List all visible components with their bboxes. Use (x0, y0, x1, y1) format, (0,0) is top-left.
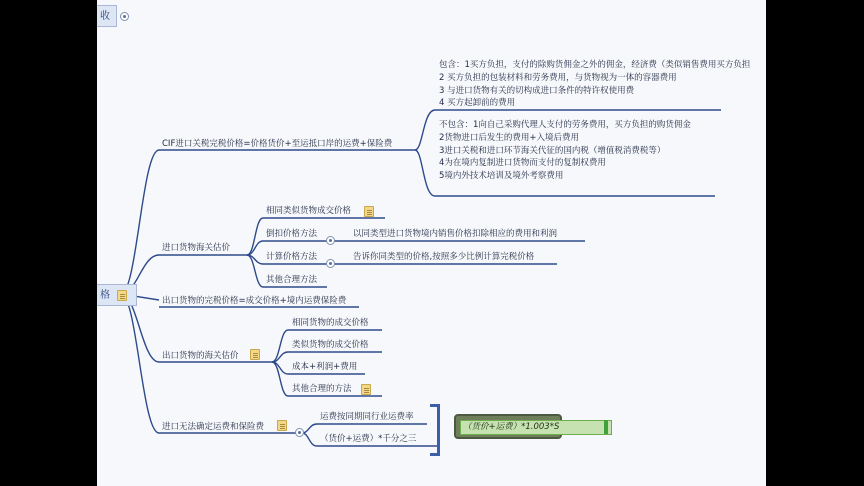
parent-node-top-label: 收 (100, 11, 110, 22)
node-edit-box[interactable] (454, 414, 562, 439)
cif-exclude-line-4: 4为在境内复制进口货物而支付的复制权费用 (439, 158, 606, 168)
freight-child-2[interactable]: （货价+运费）*千分之三 (320, 434, 417, 444)
parent-node-top[interactable] (97, 5, 117, 27)
note-icon[interactable] (277, 420, 287, 431)
freight-child-1[interactable]: 运费按同期同行业运费率 (320, 412, 414, 422)
import-method-2-note[interactable]: 以同类型进口货物境内销售价格扣除相应的费用和利润 (353, 229, 558, 239)
node-edit-input[interactable]: （货价+运费）*1.003*S (460, 420, 612, 435)
note-icon[interactable] (364, 206, 374, 217)
import-method-4[interactable]: 其他合理方法 (266, 275, 318, 285)
edit-resize-handle[interactable] (604, 420, 608, 434)
cif-include-line-2: 2 买方负担的包装材料和劳务费用，与货物视为一体的容器费用 (439, 73, 677, 83)
parent-node-left-label: 格 (100, 290, 110, 301)
export-method-3[interactable]: 成本+利润+费用 (292, 362, 358, 372)
parent-node-left[interactable] (97, 284, 137, 306)
note-icon[interactable] (250, 349, 260, 360)
collapse-toggle-icon[interactable] (326, 259, 335, 268)
import-method-2[interactable]: 倒扣价格方法 (266, 229, 318, 239)
cif-exclude-line-3: 3进口关税和进口环节海关代征的国内税（增值税消费税等） (439, 146, 666, 156)
cif-exclude-line-5: 5境内外技术培训及境外考察费用 (439, 171, 564, 181)
export-method-2[interactable]: 类似货物的成交价格 (292, 340, 369, 350)
selection-bracket (430, 404, 440, 456)
note-icon[interactable] (117, 290, 127, 301)
export-valuation-label[interactable]: 出口货物的海关估价 (162, 351, 239, 361)
export-method-1[interactable]: 相同货物的成交价格 (292, 318, 369, 328)
export-price-label[interactable]: 出口货物的完税价格=成交价格+境内运费保险费 (162, 296, 347, 306)
collapse-toggle-icon[interactable] (120, 12, 129, 21)
import-method-1[interactable]: 相同类似货物成交价格 (266, 206, 352, 216)
cif-exclude-line-2: 2货物进口后发生的费用+入境后费用 (439, 133, 580, 143)
note-icon[interactable] (361, 384, 371, 395)
import-method-3[interactable]: 计算价格方法 (266, 252, 318, 262)
collapse-toggle-icon[interactable] (326, 236, 335, 245)
cif-exclude-line-1[interactable]: 不包含：1向自己采购代理人支付的劳务费用，买方负担的购货佣金 (439, 120, 691, 130)
collapse-toggle-icon[interactable] (295, 428, 304, 437)
import-valuation-label[interactable]: 进口货物海关估价 (162, 243, 231, 253)
mindmap-canvas[interactable] (97, 0, 766, 486)
import-method-3-note[interactable]: 告诉你同类型的价格,按照多少比例计算完税价格 (353, 252, 535, 262)
export-method-4[interactable]: 其他合理的方法 (292, 384, 352, 394)
freight-label[interactable]: 进口无法确定运费和保险费 (162, 422, 265, 432)
cif-node-label[interactable]: CIF进口关税完税价格=价格货价+至运抵口岸的运费+保险费 (162, 139, 393, 149)
cif-include-line-1[interactable]: 包含：1买方负担，支付的除购货佣金之外的佣金，经济费（类似销售费用买方负担 (439, 60, 751, 70)
cif-include-line-4: 4 买方起卸前的费用 (439, 98, 516, 108)
cif-include-line-3: 3 与进口货物有关的切构成进口条件的特许权使用费 (439, 86, 635, 96)
